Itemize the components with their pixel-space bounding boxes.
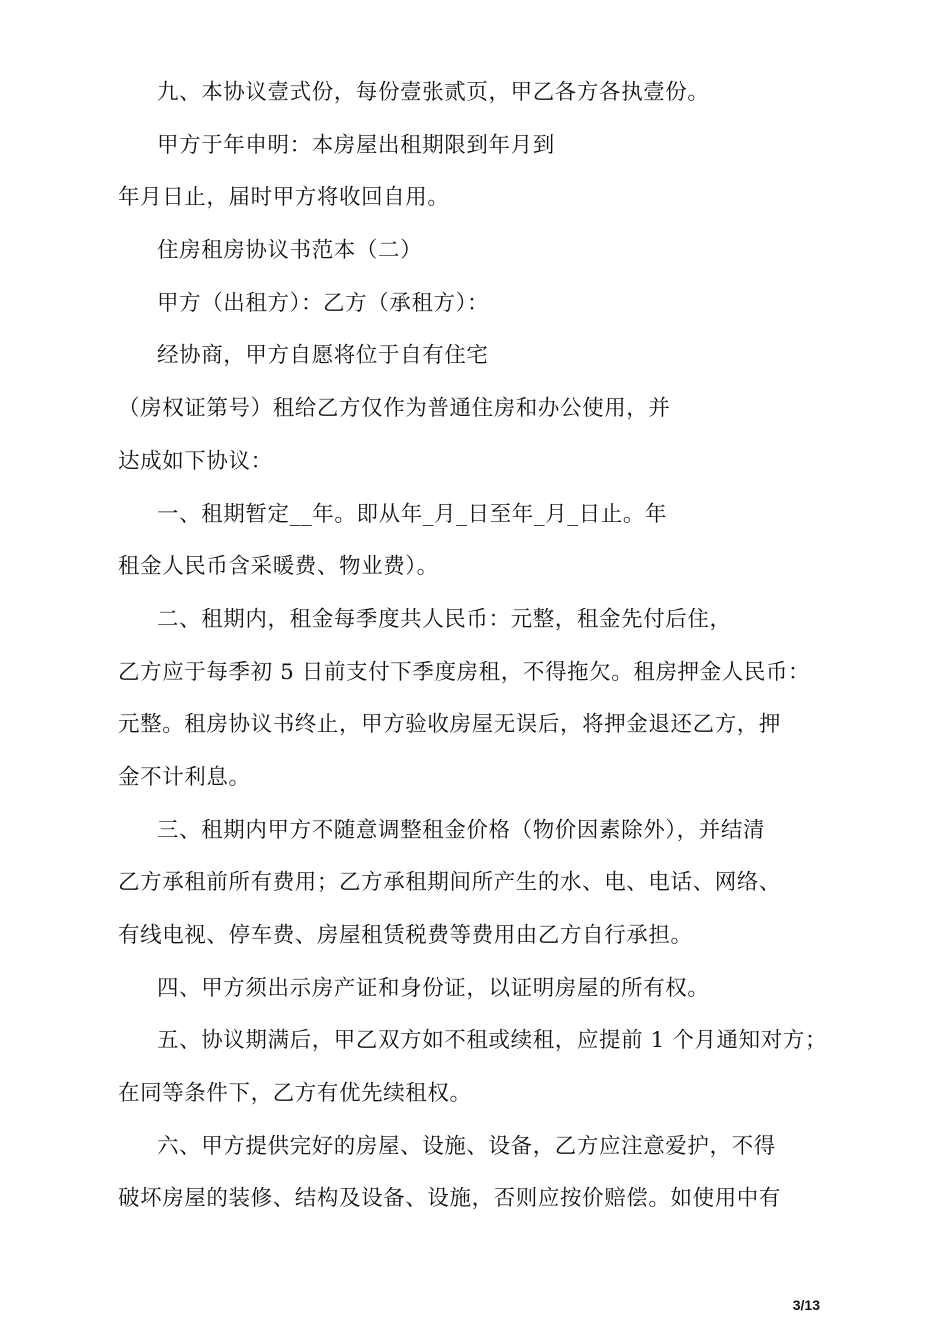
paragraph-line: 破坏房屋的装修、结构及设备、设施，否则应按价赔偿。如使用中有 bbox=[118, 1186, 782, 1211]
paragraph-line: 四、甲方须出示房产证和身份证，以证明房屋的所有权。 bbox=[157, 976, 710, 1001]
paragraph-line: 经协商，甲方自愿将位于自有住宅 bbox=[157, 343, 489, 368]
paragraph-line: （房权证第号）租给乙方仅作为普通住房和办公使用，并 bbox=[118, 396, 671, 421]
paragraph-line: 租金人民币含采暖费、物业费）。 bbox=[118, 554, 439, 579]
paragraph-line: 在同等条件下，乙方有优先续租权。 bbox=[118, 1081, 472, 1106]
paragraph-line: 有线电视、停车费、房屋租赁税费等费用由乙方自行承担。 bbox=[118, 923, 693, 948]
paragraph-line: 九、本协议壹式份，每份壹张贰页，甲乙各方各执壹份。 bbox=[157, 80, 710, 105]
paragraph-line: 年月日止，届时甲方将收回自用。 bbox=[118, 185, 450, 210]
paragraph-line: 五、协议期满后，甲乙双方如不租或续租，应提前 1 个月通知对方； bbox=[157, 1028, 828, 1053]
section-heading: 住房租房协议书范本（二） bbox=[157, 238, 423, 263]
paragraph-line: 乙方应于每季初 5 日前支付下季度房租，不得拖欠。租房押金人民币： bbox=[118, 660, 811, 685]
paragraph-line: 甲方（出租方）：乙方（承租方）： bbox=[157, 291, 490, 316]
paragraph-line: 三、租期内甲方不随意调整租金价格（物价因素除外），并结清 bbox=[157, 818, 766, 843]
paragraph-line: 二、租期内，租金每季度共人民币：元整，租金先付后住， bbox=[157, 607, 732, 632]
paragraph-line: 乙方承租前所有费用；乙方承租期间所产生的水、电、电话、网络、 bbox=[118, 870, 782, 895]
page-number: 3/13 bbox=[792, 1297, 820, 1313]
paragraph-line: 甲方于年申明：本房屋出租期限到年月到 bbox=[157, 133, 555, 158]
paragraph-line: 一、租期暂定__年。即从年_月_日至年_月_日止。年 bbox=[157, 502, 668, 527]
paragraph-line: 六、甲方提供完好的房屋、设施、设备，乙方应注意爱护，不得 bbox=[157, 1134, 776, 1159]
paragraph-line: 金不计利息。 bbox=[118, 765, 251, 790]
paragraph-line: 元整。租房协议书终止，甲方验收房屋无误后，将押金退还乙方，押 bbox=[118, 712, 782, 737]
paragraph-line: 达成如下协议： bbox=[118, 449, 273, 474]
